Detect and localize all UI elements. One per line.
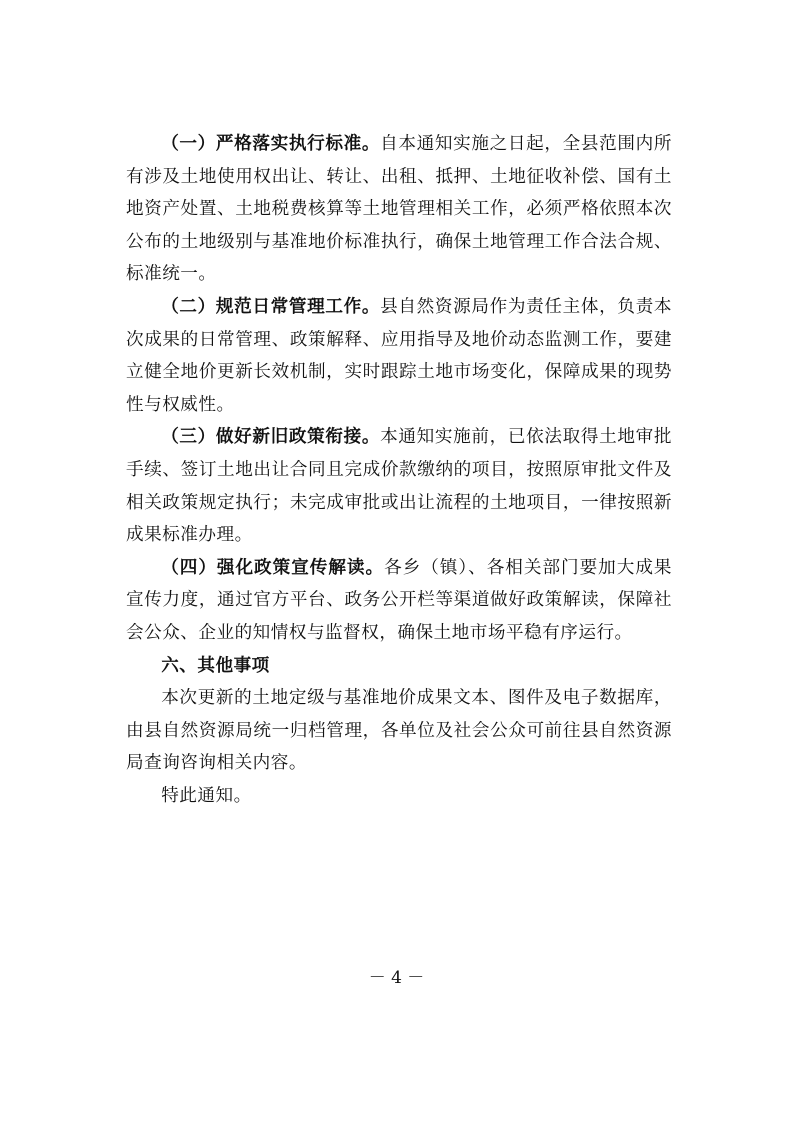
- paragraph-text: 本通知实施前，已依法取得土地审批手续、签订土地出让合同且完成价款缴纳的项目，按照原审批文件及相关政策规定执行；未完成审批或出让流程的土地项目，一律按照新成果标准办理。: [126, 427, 672, 546]
- closing-line: 特此通知。: [161, 785, 252, 806]
- paragraph-lead: （一）严格落实执行标准。: [161, 133, 381, 154]
- paragraph-lead: （四）强化政策宣传解读。: [161, 556, 385, 578]
- section-heading-other-matters: 六、其他事项: [161, 654, 270, 676]
- paragraph-policy-publicity: [126, 552, 672, 650]
- paragraph-lead: （二）规范日常管理工作。: [161, 295, 381, 317]
- document-body: [126, 128, 672, 812]
- paragraph-policy-transition: [126, 421, 672, 551]
- page-number: － 4 －: [368, 968, 425, 988]
- paragraph-text: 各乡（镇）、各相关部门要加大成果宣传力度，通过官方平台、政务公开栏等渠道做好政策解读，保障社会公众、企业的知情权与监督权，确保土地市场平稳有序运行。: [126, 557, 672, 643]
- paragraph-text: 自本通知实施之日起，全县范围内所有涉及土地使用权出让、转让、出租、抵押、土地征收补偿、国有土地资产处置、土地税费核算等土地管理相关工作，必须严格依照本次公布的土地级别与基准地价标准执行，确保土地管理工作合法合规、标准统一。: [126, 134, 672, 285]
- paragraph-other-matters: 本次更新的土地定级与基准地价成果文本、图件及电子数据库，由县自然资源局统一归档管理，各单位及社会公众可前往县自然资源局查询咨询相关内容。: [126, 688, 672, 774]
- paragraph-daily-management: [126, 291, 672, 421]
- paragraph-lead: （三）做好新旧政策衔接。: [161, 426, 381, 448]
- paragraph-text: 县自然资源局作为责任主体，负责本次成果的日常管理、政策解释、应用指导及地价动态监测工作，要建立健全地价更新长效机制，实时跟踪土地市场变化，保障成果的现势性与权威性。: [126, 296, 672, 415]
- paragraph-standard-enforcement: [126, 128, 672, 291]
